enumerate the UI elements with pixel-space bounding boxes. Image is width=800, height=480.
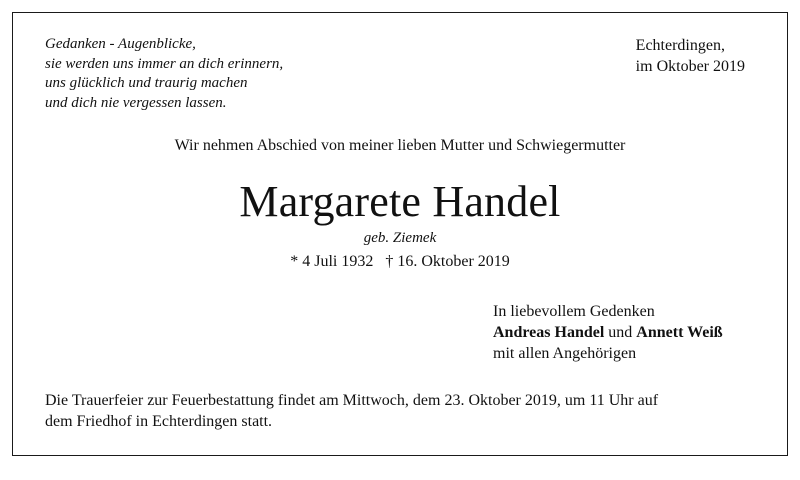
mourners-conjunction: und xyxy=(608,324,633,341)
memorial-poem xyxy=(45,35,283,113)
poem-line: uns glücklich und traurig machen xyxy=(45,75,248,91)
poem-line: und dich nie vergessen lassen. xyxy=(45,94,227,111)
maiden-name: geb. Ziemek xyxy=(363,230,437,246)
place-line: Echterdingen, xyxy=(635,37,725,54)
mourners-block xyxy=(493,301,723,364)
service-line: Die Trauerfeier zur Feuerbestattung findet am Mittwoch, dem 23. Oktober 2019, um 11 Uhr auf xyxy=(45,392,659,409)
poem-line: sie werden uns immer an dich erinnern, xyxy=(45,55,284,72)
poem-line: Gedanken - Augenblicke, xyxy=(45,36,196,52)
service-line: dem Friedhof in Echterdingen statt. xyxy=(45,413,273,430)
mourner-name: Andreas Handel xyxy=(493,324,605,341)
mourner-name: Annett Weiß xyxy=(636,324,723,341)
mourners-heading: In liebevollem Gedenken xyxy=(493,303,655,320)
life-dates xyxy=(13,253,787,271)
deceased-name: Margarete Handel xyxy=(239,177,561,226)
mourners-names xyxy=(493,322,723,343)
obituary-notice xyxy=(12,12,788,456)
farewell-intro: Wir nehmen Abschied von meiner lieben Mutter und Schwiegermutter xyxy=(174,137,626,154)
funeral-service-info xyxy=(45,390,765,432)
mourners-family: mit allen Angehörigen xyxy=(493,345,637,362)
birth-date: * 4 Juli 1932 xyxy=(290,253,374,270)
place-and-date xyxy=(636,35,745,77)
death-date: † 16. Oktober 2019 xyxy=(385,253,510,270)
date-line: im Oktober 2019 xyxy=(635,58,745,75)
